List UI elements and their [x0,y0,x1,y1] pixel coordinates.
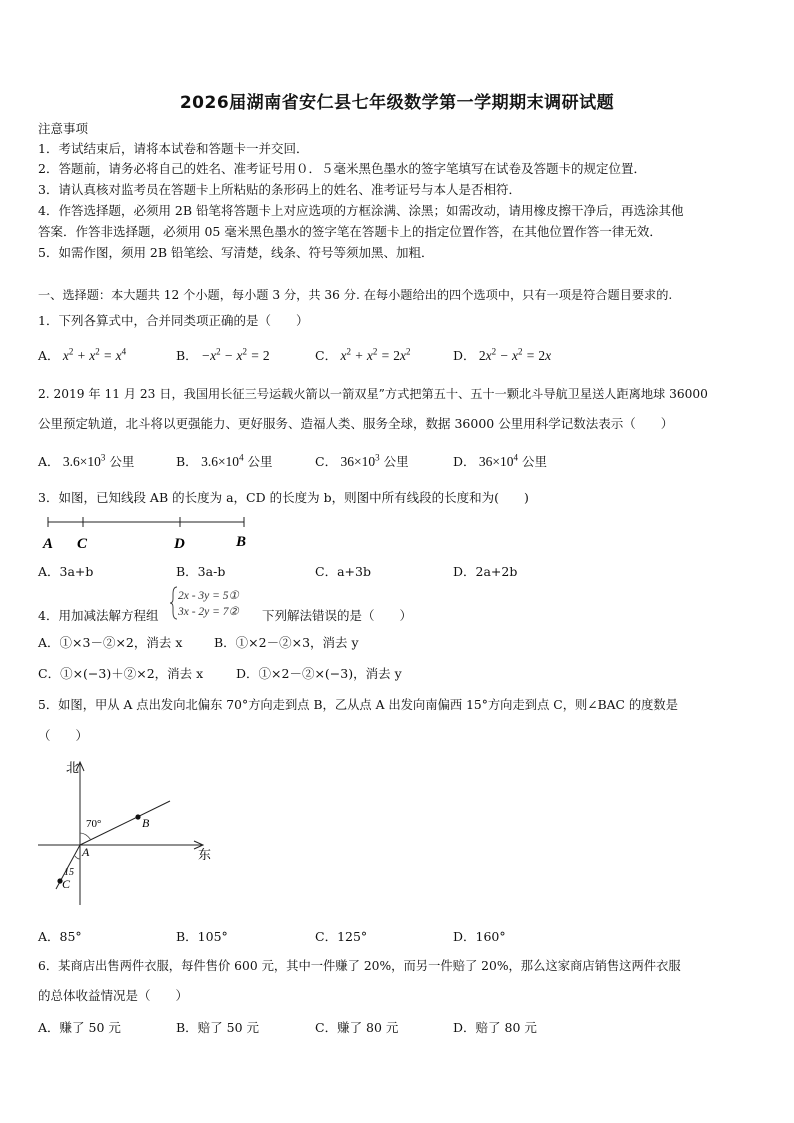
label-c: C [62,877,71,891]
q3-segment-figure [38,512,258,552]
equation-1: 2x - 3y = 5① [178,590,239,602]
page-title: 2026届湖南省安仁县七年级数学第一学期期末调研试题 [179,93,615,113]
angle-arc-15 [75,856,80,859]
label-b: B [142,816,150,830]
q3-stem: 3．如图，已知线段 AB 的长度为 a，CD 的长度为 b，则图中所有线段的长度和为( ) [38,490,529,505]
q4-option-d: D．①×2－②×(−3)，消去 y [236,666,402,681]
q6-line-2: 的总体收益情况是（ ） [38,988,189,1003]
notice-item-4-cont: 答案．作答非选择题，必须用 05 毫米黑色墨水的签字笔在答题卡上的指定位置作答，在其他位置作答一律无效． [38,224,662,239]
label-b: B [236,534,247,550]
q3-option-d: D．2a+2b [453,564,518,579]
label-d: D [174,536,185,552]
q6-option-a: A．赚了 50 元 [38,1020,121,1035]
q2-line-2: 公里预定轨道，北斗将以更强能力、更好服务、造福人类、服务全球，数据 36000 公里用科学记数法表示（ ） [38,416,674,431]
q5-option-b: B．105° [176,929,228,944]
q5-option-c: C．125° [315,929,368,944]
notice-item-1: 1．考试结束后，请将本试卷和答题卡一并交回． [38,141,309,156]
angle-15-label: 15 [64,867,74,878]
q2-option-b: B． $3.6\times 10^4$ 公里 [176,452,273,469]
notice-item-4: 4．作答选择题，必须用 2B 铅笔将答题卡上对应选项的方框涂满、涂黑；如需改动，请用橡皮擦干净后，再选涂其他 [38,203,684,218]
notice-item-3: 3．请认真核对监考员在答题卡上所粘贴的条形码上的姓名、准考证号与本人是否相符． [38,182,521,197]
q1-option-c: C． $x^2 + x^2 = 2x^2$ [315,346,411,363]
label-a: A [82,845,90,859]
q3-option-a: A．3a+b [38,564,94,579]
notice-item-2: 2．答题前，请务必将自己的姓名、准考证号用０．５毫米黑色墨水的签字笔填写在试卷及答题卡的规定位置． [38,161,646,176]
q3-option-b: B．3a-b [176,564,226,579]
q3-option-c: C．a+3b [315,564,371,579]
q5-option-a: A．85° [38,929,82,944]
label-c: C [77,536,88,552]
section-heading: 一、选择题：本大题共 12 个小题，每小题 3 分，共 36 分. 在每小题给出的四个选项中，只有一项是符合题目要求的. [38,288,673,302]
q4-option-c: C．①×(−3)＋②×2，消去 x [38,666,204,681]
brace-icon [170,587,177,619]
label-a: A [43,536,54,552]
east-label: 东 [198,847,212,862]
q2-option-d: D． $36\times 10^4$ 公里 [453,452,548,469]
q5-line-1: 5．如图，甲从 A 点出发向北偏东 70°方向走到点 B，乙从点 A 出发向南偏西 15°方向走到点 C，则∠BAC 的度数是 [38,698,679,712]
north-label: 北 [66,760,80,775]
equation-2: 3x - 2y = 7② [178,606,239,618]
q5-line-2: （ ） [38,728,89,743]
q4-option-a: A．①×3－②×2，消去 x [38,635,183,650]
angle-70-label: 70° [86,818,102,830]
q5-option-d: D．160° [453,929,506,944]
q1-stem: 1．下列各算式中，合并同类项正确的是（ ） [38,313,309,328]
q6-option-c: C．赚了 80 元 [315,1020,399,1035]
q6-option-b: B．赔了 50 元 [176,1020,260,1035]
q5-direction-figure [30,755,220,915]
q4-equation-system [170,585,262,621]
angle-arc-70 [80,833,91,840]
q4-suffix: 下列解法错误的是（ ） [262,608,413,623]
q2-line-1: 2. 2019 年 11 月 23 日，我国用长征三号运载火箭以一箭双星”方式把第五十、五十一颗北斗导航卫星送人距离地球 36000 [38,387,708,401]
q4-prefix: 4．用加减法解方程组 [38,608,159,623]
notice-heading: 注意事项 [38,121,89,136]
notice-item-5: 5．如需作图，须用 2B 铅笔绘、写清楚，线条、符号等须加黑、加粗． [38,245,434,260]
q2-option-a: A． $3.6\times 10^3$ 公里 [38,452,135,469]
q6-line-1: 6．某商店出售两件衣服，每件售价 600 元，其中一件赚了 20%，而另一件赔了 20%，那么这家商店销售这两件衣服 [38,959,681,973]
q4-option-b: B．①×2－②×3，消去 y [214,635,359,650]
q2-option-c: C． $36\times 10^3$ 公里 [315,452,409,469]
q1-option-a: A． $x^2 + x^2 = x^4$ [38,346,127,363]
q1-option-d: D． $2x^2 - x^2 = 2x$ [453,346,552,363]
point-b [135,814,140,819]
q1-option-b: B． $-x^2 - x^2 = 2$ [176,346,270,363]
q6-option-d: D．赔了 80 元 [453,1020,537,1035]
